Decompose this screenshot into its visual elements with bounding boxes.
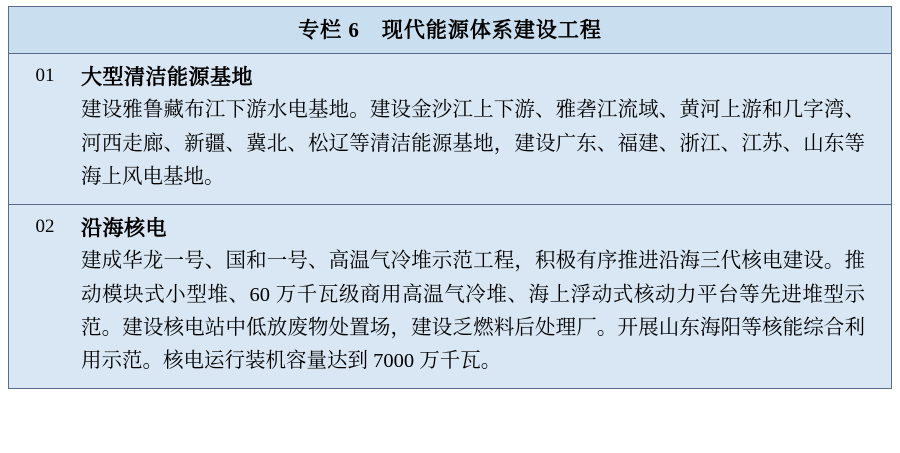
entry-body-02 [81,213,891,378]
entry-text-01: 建设雅鲁藏布江下游水电基地。建设金沙江上下游、雅砻江流域、黄河上游和几字湾、河西走廊、新疆、冀北、松辽等清洁能源基地，建设广东、福建、浙江、江苏、山东等海上风电基地。 [81,99,865,188]
panel-title-label: 专栏 6 [298,18,360,42]
entry-text-02: 建成华龙一号、国和一号、高温气冷堆示范工程，积极有序推进沿海三代核电建设。推动模块式小型堆、60 万千瓦级商用高温气冷堆、海上浮动式核动力平台等先进堆型示范。建设核电站中低放废物处置场，建设乏燃料后处理厂。开展山东海阳等核能综合利用示范。核电运行装机容量达到 7000 万千瓦。 [81,250,865,373]
feature-box-panel [8,6,892,389]
entry-heading-02: 沿海核电 [81,216,167,241]
panel-title-name: 现代能源体系建设工程 [381,18,602,42]
entry-row-02 [9,204,891,388]
entry-row-01 [9,54,891,204]
entry-heading-01: 大型清洁能源基地 [81,65,253,89]
entry-body-01 [81,62,891,194]
panel-title-bar [9,7,891,54]
entry-number-01: 01 [35,65,55,86]
entry-number-02: 02 [35,216,55,238]
